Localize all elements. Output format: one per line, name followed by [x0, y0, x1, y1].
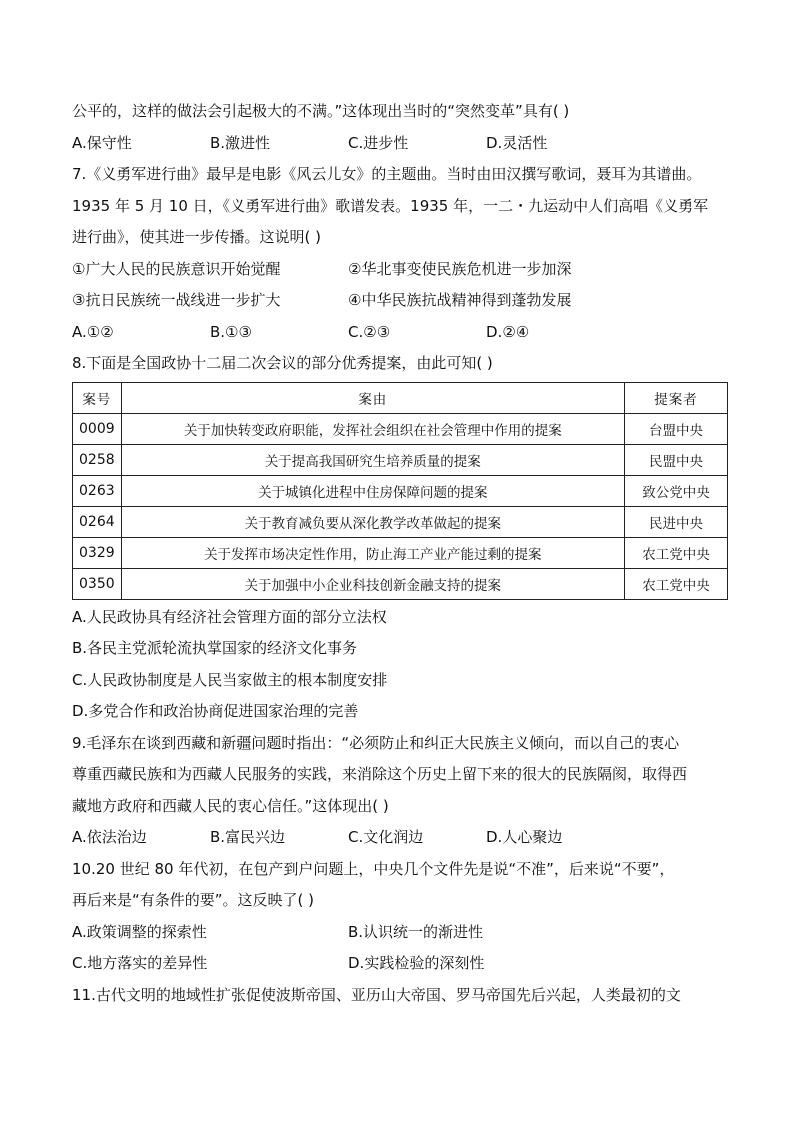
q10-stem-line-1: 10.20 世纪 80 年代初，在包产到户问题上，中央几个文件先是说“不准”，后来说“不要”，	[72, 859, 675, 878]
q7-stem-line-3: 进行曲》，使其进一步传播。这说明( )	[72, 228, 321, 246]
table-cell-reason: 关于加强中小企业科技创新金融支持的提案	[121, 568, 624, 599]
q6-option-b: B.激进性	[210, 133, 271, 152]
q10-option-d: D.实践检验的深刻性	[348, 954, 485, 972]
q7-statements-row-2	[72, 285, 732, 317]
q7-statement-4: ④中华民族抗战精神得到蓬勃发展	[348, 291, 572, 309]
table-row	[73, 506, 728, 537]
table-cell-number: 0350	[73, 568, 122, 599]
table-cell-proposer: 台盟中央	[625, 413, 728, 444]
q8-option-b: B.各民主党派轮流执掌国家的经济文化事务	[72, 639, 358, 657]
table-cell-proposer: 民进中央	[625, 506, 728, 537]
q10-options-row-1	[72, 917, 732, 949]
table-row	[73, 568, 728, 599]
q8-stem: 8.下面是全国政协十二届二次会议的部分优秀提案，由此可知( )	[72, 354, 493, 372]
q10-stem-line-2: 再后来是“有条件的要”。这反映了( )	[72, 891, 315, 909]
table-header-proposer: 提案者	[625, 382, 728, 413]
table-cell-proposer: 致公党中央	[625, 475, 728, 506]
table-cell-number: 0009	[73, 413, 122, 444]
q6-option-a: A.保守性	[72, 133, 132, 152]
q8-option-a: A.人民政协具有经济社会管理方面的部分立法权	[72, 607, 387, 626]
q6-stem-tail: 公平的，这样的做法会引起极大的不满。”这体现出当时的“突然变革”具有( )	[72, 102, 570, 120]
q9-option-c: C.文化润边	[348, 828, 424, 846]
q9-option-d: D.人心聚边	[486, 828, 563, 846]
q9-stem-line-1: 9.毛泽东在谈到西藏和新疆问题时指出：“必须防止和纠正大民族主义倾向，而以自己的衷心	[72, 733, 680, 752]
q7-statement-1: ①广大人民的民族意识开始觉醒	[72, 259, 281, 278]
table-header-number: 案号	[73, 382, 122, 413]
q9-option-b: B.富民兴边	[210, 828, 286, 846]
table-cell-number: 0263	[73, 475, 122, 506]
table-row	[73, 444, 728, 475]
q9-option-a: A.依法治边	[72, 828, 147, 846]
q7-statement-3: ③抗日民族统一战线进一步扩大	[72, 291, 281, 309]
q9-stem-line-3: 藏地方政府和西藏人民的衷心信任。”这体现出( )	[72, 796, 389, 815]
q7-statements-row-1	[72, 254, 732, 286]
q7-stem-line-2: 1935 年 5 月 10 日，《义勇军进行曲》歌谱发表。1935 年，一二・九运动中人们高唱《义勇军	[72, 196, 709, 215]
table-cell-reason: 关于发挥市场决定性作用，防止海工产业产能过剩的提案	[121, 537, 624, 568]
table-header-reason: 案由	[121, 382, 624, 413]
table-row	[73, 537, 728, 568]
q6-options	[72, 128, 732, 160]
q6-option-c: C.进步性	[348, 133, 409, 152]
table-cell-proposer: 农工党中央	[625, 568, 728, 599]
q10-option-c: C.地方落实的差异性	[72, 954, 208, 972]
q7-statement-2: ②华北事变使民族危机进一步加深	[348, 259, 572, 278]
q10-options-row-2	[72, 948, 732, 980]
table-cell-reason: 关于提高我国研究生培养质量的提案	[121, 444, 624, 475]
q10-option-b: B.认识统一的渐进性	[348, 922, 484, 941]
q7-stem-line-1: 7.《义勇军进行曲》最早是电影《风云儿女》的主题曲。当时由田汉撰写歌词，聂耳为其谱曲。	[72, 165, 702, 183]
table-cell-proposer: 农工党中央	[625, 537, 728, 568]
table-cell-number: 0329	[73, 537, 122, 568]
q9-options	[72, 822, 732, 854]
table-cell-reason: 关于加快转变政府职能，发挥社会组织在社会管理中作用的提案	[121, 413, 624, 444]
table-cell-reason: 关于城镇化进程中住房保障问题的提案	[121, 475, 624, 506]
table-cell-reason: 关于教育减负要从深化教学改革做起的提案	[121, 506, 624, 537]
q8-option-c: C.人民政协制度是人民当家做主的根本制度安排	[72, 670, 388, 689]
q7-options	[72, 317, 732, 349]
table-cell-number: 0264	[73, 506, 122, 537]
q6-option-d: D.灵活性	[486, 133, 548, 152]
q10-option-a: A.政策调整的探索性	[72, 922, 207, 941]
table-cell-number: 0258	[73, 444, 122, 475]
q7-option-a: A.①②	[72, 322, 114, 341]
table-header-row	[73, 382, 728, 413]
exam-page	[72, 96, 732, 1011]
q11-stem-line-1: 11.古代文明的地域性扩张促使波斯帝国、亚历山大帝国、罗马帝国先后兴起，人类最初的文	[72, 985, 681, 1004]
table-row	[73, 475, 728, 506]
proposal-table	[72, 382, 728, 600]
q8-option-d: D.多党合作和政治协商促进国家治理的完善	[72, 702, 359, 720]
table-row	[73, 413, 728, 444]
q7-option-d: D.②④	[486, 322, 530, 341]
q7-option-c: C.②③	[348, 322, 391, 341]
q7-option-b: B.①③	[210, 322, 252, 341]
q9-stem-line-2: 尊重西藏民族和为西藏人民服务的实践，来消除这个历史上留下来的很大的民族隔阂，取得西	[72, 765, 688, 783]
table-cell-proposer: 民盟中央	[625, 444, 728, 475]
